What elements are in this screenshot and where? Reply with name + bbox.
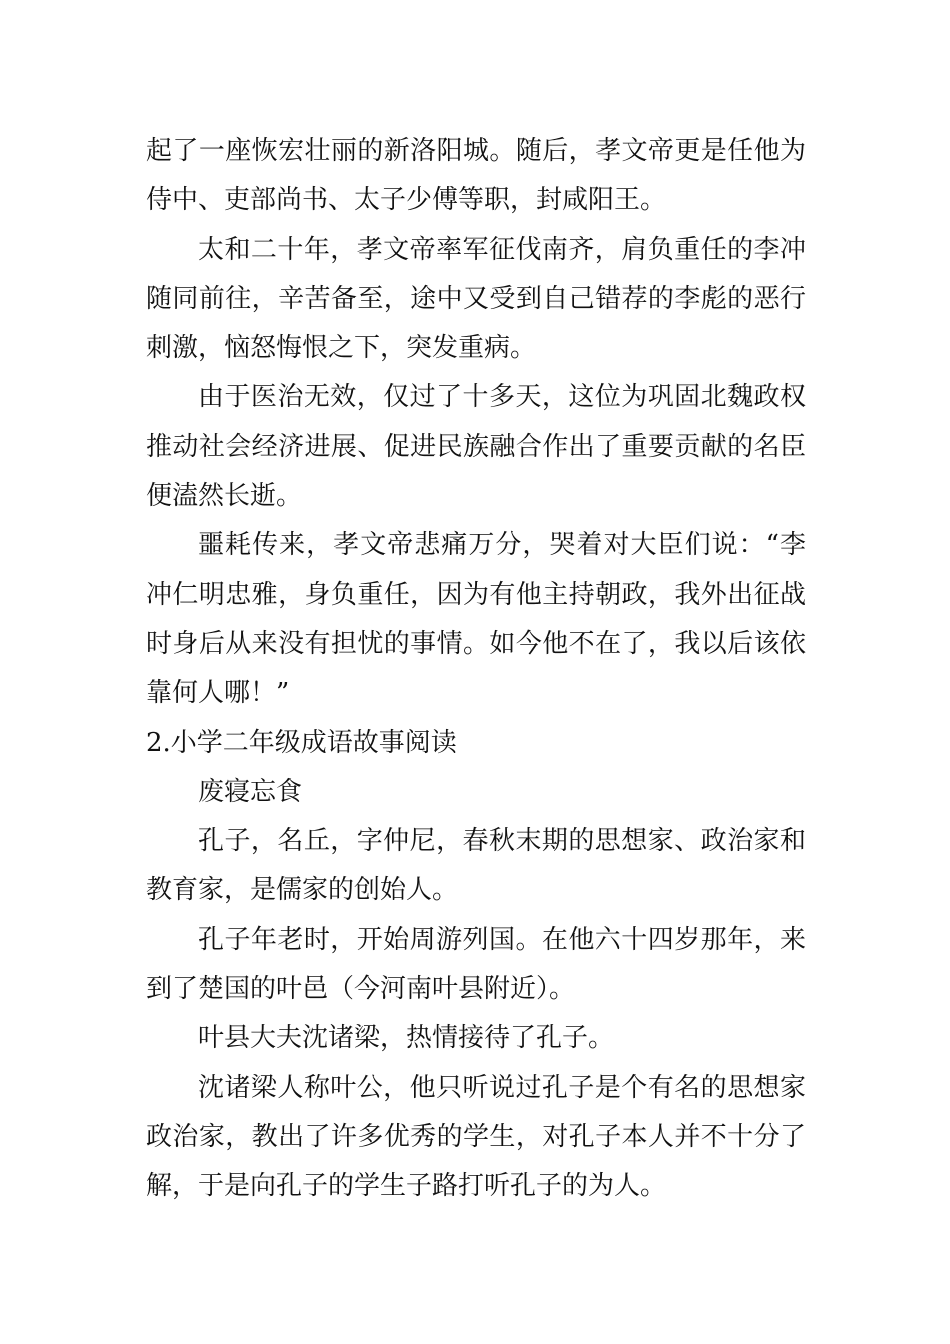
paragraph: 由于医治无效，仅过了十多天，这位为巩固北魏政权推动社会经济进展、促进民族融合作出了重要贡献的名臣便溘然长逝。	[146, 382, 806, 512]
story-paragraph: 孔子，名丘，字仲尼，春秋末期的思想家、政治家和教育家，是儒家的创始人。	[146, 826, 806, 906]
story-title: 废寝忘食	[198, 776, 303, 807]
document-body	[146, 127, 806, 1212]
paragraph: 噩耗传来，孝文帝悲痛万分，哭着对大臣们说：“李冲仁明忠雅，身负重任，因为有他主持朝政，我外出征战时身后从来没有担忧的事情。如今他不在了，我以后该依靠何人哪！”	[146, 530, 806, 709]
story-paragraph: 孔子年老时，开始周游列国。在他六十四岁那年，来到了楚国的叶邑（今河南叶县附近）。	[146, 924, 806, 1005]
section-heading: 2.小学二年级成语故事阅读	[146, 727, 457, 758]
paragraph-continued: 起了一座恢宏壮丽的新洛阳城。随后，孝文帝更是任他为侍中、吏部尚书、太子少傅等职，封咸阳王。	[146, 136, 806, 216]
story-paragraph: 沈诸梁人称叶公，他只听说过孔子是个有名的思想家政治家，教出了许多优秀的学生，对孔子本人并不十分了解，于是向孔子的学生子路打听孔子的为人。	[146, 1072, 806, 1202]
paragraph: 太和二十年，孝文帝率军征伐南齐，肩负重任的李冲随同前往，辛苦备至，途中又受到自己错荐的李彪的恶行刺激，恼怒悔恨之下，突发重病。	[146, 234, 806, 364]
story-paragraph: 叶县大夫沈诸梁，热情接待了孔子。	[198, 1023, 615, 1054]
